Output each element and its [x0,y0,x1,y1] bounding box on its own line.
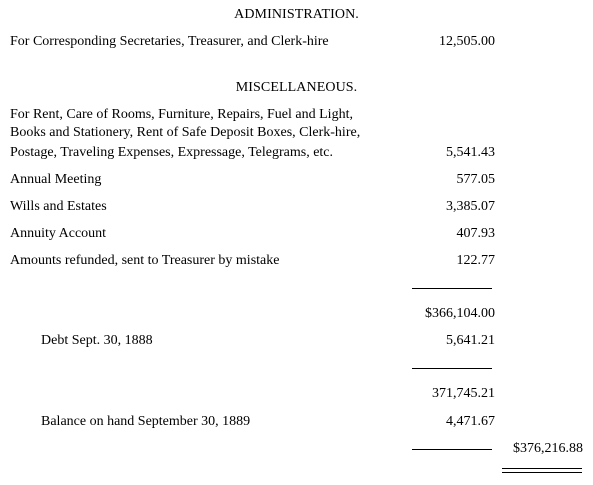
misc-item-label: Wills and Estates [10,199,107,214]
balance-label: Balance on hand September 30, 1889 [41,414,251,429]
misc-item-amount: 407.93 [456,226,495,241]
misc-rent-amount: 5,541.43 [446,145,495,160]
miscellaneous-heading: MISCELLANEOUS. [235,80,358,95]
double-underline [502,468,582,473]
grand-total-amount: $376,216.88 [513,441,583,456]
misc-item-label: Amounts refunded, sent to Treasurer by mistake [10,253,280,268]
debt-label: Debt Sept. 30, 1888 [41,333,153,348]
misc-rent-line: For Rent, Care of Rooms, Furniture, Repairs, Fuel and Light, [10,107,353,122]
administration-heading: ADMINISTRATION. [234,7,359,22]
sum-rule [412,288,492,289]
misc-item-amount: 122.77 [456,253,495,268]
admin-item-label: For Corresponding Secretaries, Treasurer, and Clerk-hire [10,34,329,49]
sum-amount: 371,745.21 [432,386,495,401]
misc-item-amount: 577.05 [456,172,495,187]
misc-rent-line: Books and Stationery, Rent of Safe Deposit Boxes, Clerk-hire, [10,125,361,140]
misc-item-amount: 3,385.07 [446,199,495,214]
misc-item-label: Annual Meeting [10,172,102,187]
sum-rule [412,449,492,450]
admin-item-amount: 12,505.00 [439,34,495,49]
misc-rent-line: Postage, Traveling Expenses, Expressage, Telegrams, etc. [10,145,334,160]
sum-rule [412,368,492,369]
debt-amount: 5,641.21 [446,333,495,348]
balance-amount: 4,471.67 [446,414,495,429]
subtotal-amount: $366,104.00 [425,306,495,321]
misc-item-label: Annuity Account [10,226,107,241]
